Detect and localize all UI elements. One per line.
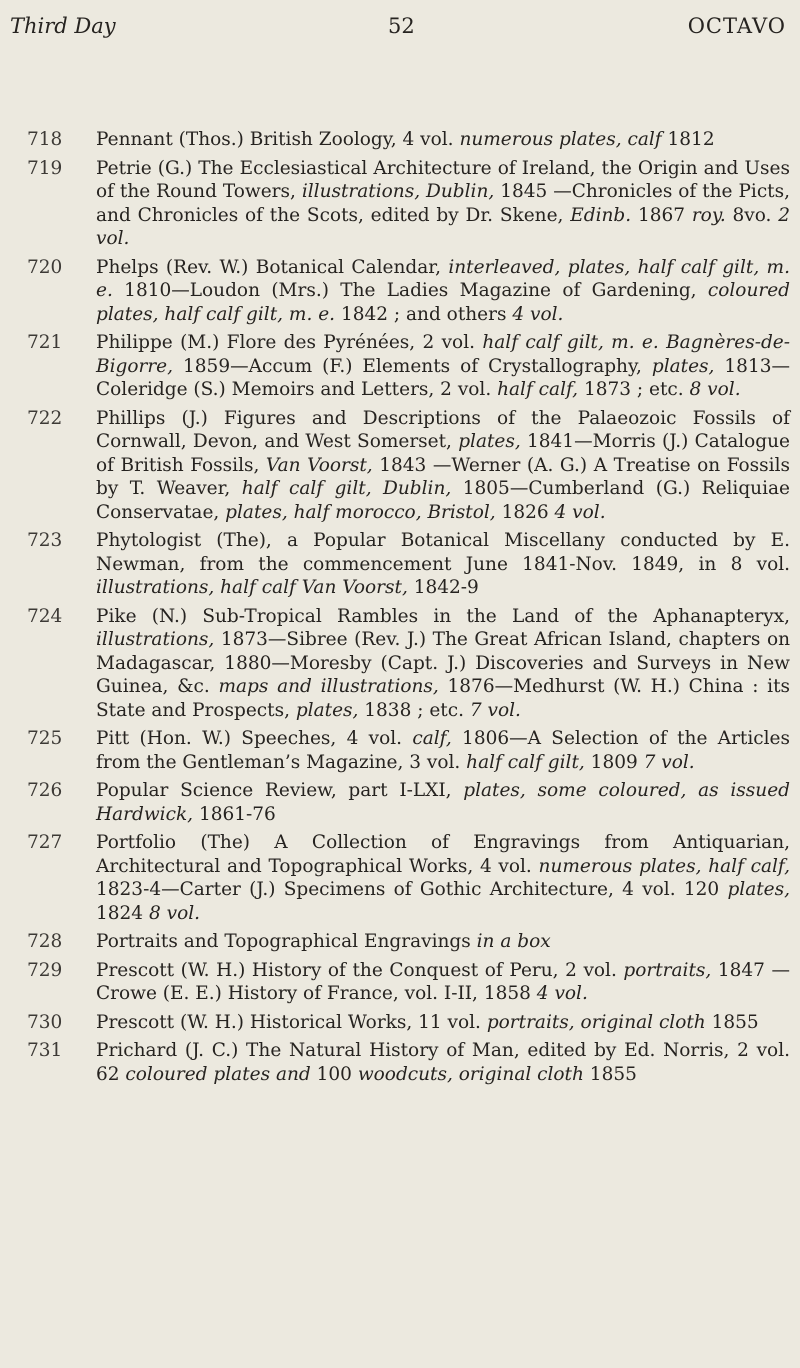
lot-number: 718 — [27, 129, 63, 150]
text-segment: 1842 ; and others — [335, 303, 513, 325]
header-format: OCTAVO — [687, 14, 786, 38]
lot-number: 724 — [27, 605, 63, 627]
italic-text: numerous plates, half calf, — [538, 855, 790, 877]
lot-number: 723 — [27, 530, 63, 551]
text-segment: 1824 — [96, 902, 149, 924]
catalogue-entry — [0, 831, 800, 925]
catalogue-entry — [0, 256, 800, 327]
entry-description — [96, 959, 790, 1006]
text-segment: 1809 — [584, 751, 644, 773]
text-segment: Portraits and Topographical Engravings — [96, 931, 477, 952]
text-segment: 1873 ; etc. — [578, 379, 690, 400]
entry-description — [96, 128, 790, 152]
catalogue-entry — [0, 930, 800, 954]
text-segment: 1805—Cumberland (G.) Reliquiae Conservatae, — [96, 478, 790, 523]
italic-text: plates, — [651, 355, 715, 377]
entry-description — [96, 605, 790, 723]
lot-number: 726 — [27, 780, 63, 801]
lot-number: 727 — [27, 832, 63, 853]
page-header — [0, 14, 800, 50]
lot-number: 722 — [27, 407, 63, 429]
text-segment: 1859—Accum (F.) Elements of Crystallography, — [173, 355, 652, 377]
italic-text: Van Voorst, — [265, 454, 373, 476]
italic-text: in a box — [476, 931, 551, 952]
italic-text: 4 vol. — [536, 983, 588, 1004]
text-segment: 1867 — [631, 204, 692, 226]
text-segment: 1813—Coleridge (S.) Memoirs and Letters, 2 vol. — [96, 355, 790, 400]
italic-text: plates, — [295, 699, 359, 721]
text-segment: 1873—Sibree (Rev. J.) The Great African Island, chapters on Madagascar, 1880—Moresby (Capt. J.) Discoveries and Surveys in New Guinea, &c. — [96, 629, 790, 697]
catalogue-entry — [0, 529, 800, 600]
catalogue-entry — [0, 157, 800, 251]
italic-text: plates, — [727, 879, 790, 900]
text-segment: 1826 — [495, 501, 555, 523]
lot-number: 728 — [27, 931, 63, 952]
text-segment: Portfolio (The) A Collection of Engravings from Antiquarian, Architectural and Topographical Works, 4 vol. — [96, 832, 790, 877]
lot-number: 725 — [27, 728, 63, 749]
text-segment: Pike (N.) Sub-Tropical Rambles in the Land of the Aphanapteryx, — [96, 605, 790, 627]
text-segment: Prescott (W. H.) Historical Works, 11 vol. — [96, 1011, 487, 1033]
text-segment: Phelps (Rev. W.) Botanical Calendar, — [96, 256, 449, 278]
catalogue-entry — [0, 1011, 800, 1035]
lot-number: 730 — [27, 1011, 63, 1033]
text-segment: 1845 —Chronicles of the Picts, and Chronicles of the Scots, edited by Dr. Skene, — [96, 181, 790, 226]
catalogue-entry — [0, 727, 800, 774]
italic-text: maps and illustrations, — [218, 676, 439, 697]
entry-description — [96, 529, 790, 600]
text-segment: 1876—Medhurst (W. H.) China : its State and Prospects, — [96, 676, 790, 721]
lot-number: 729 — [27, 959, 63, 981]
entry-description — [96, 930, 790, 954]
text-segment: Popular Science Review, part I-LXI, — [96, 780, 464, 801]
text-segment: 1843 —Werner (A. G.) A Treatise on Fossils by T. Weaver, — [96, 454, 790, 499]
text-segment: 1810—Loudon (Mrs.) The Ladies Magazine of Gardening, — [112, 280, 708, 301]
text-segment: 8vo. — [725, 204, 779, 226]
entry-description — [96, 331, 790, 402]
entry-description — [96, 256, 790, 327]
entry-description — [96, 727, 790, 774]
text-segment: Philippe (M.) Flore des Pyrénées, 2 vol. — [96, 332, 483, 353]
italic-text: 7 vol. — [643, 751, 695, 773]
entry-description — [96, 831, 790, 925]
italic-text: 7 vol. — [469, 699, 521, 721]
text-segment: 1823-4—Carter (J.) Specimens of Gothic Architecture, 4 vol. 120 — [96, 879, 728, 900]
text-segment: 1861-76 — [193, 803, 276, 825]
italic-text: numerous plates, calf — [459, 129, 662, 150]
entry-description — [96, 779, 790, 826]
italic-text: plates, half morocco, Bristol, — [225, 501, 496, 523]
italic-text: calf, — [412, 728, 452, 749]
text-segment: Prichard (J. C.) The Natural History of Man, edited by Ed. Norris, 2 vol. 62 — [96, 1040, 790, 1085]
italic-text: roy. — [691, 204, 726, 226]
text-segment: 100 — [310, 1063, 358, 1085]
text-segment: 1842-9 — [407, 577, 479, 598]
italic-text: plates, some coloured, as issued Hardwick, — [96, 780, 790, 825]
header-day: Third Day — [10, 14, 116, 38]
lot-number: 731 — [27, 1040, 63, 1061]
text-segment: 1812 — [661, 129, 715, 150]
text-segment: Pitt (Hon. W.) Speeches, 4 vol. — [96, 728, 413, 749]
italic-text: half calf, — [497, 379, 579, 400]
catalogue-entry — [0, 605, 800, 723]
text-segment: 1838 ; etc. — [358, 699, 470, 721]
italic-text: illustrations, Dublin, — [301, 181, 495, 202]
entry-description — [96, 1039, 790, 1086]
text-segment: 1855 — [705, 1011, 759, 1033]
italic-text: 4 vol. — [512, 303, 564, 325]
text-segment: 1855 — [583, 1063, 637, 1085]
lot-number: 721 — [27, 332, 63, 353]
text-segment: Petrie (G.) The Ecclesiastical Architecture of Ireland, the Origin and Uses of the Round Towers, — [96, 157, 790, 202]
entry-description — [96, 1011, 790, 1035]
text-segment: 1806—A Selection of the Articles from the Gentleman’s Magazine, 3 vol. — [96, 728, 790, 773]
italic-text: 8 vol. — [148, 902, 201, 924]
italic-text: coloured plates, half calf gilt, m. e. — [96, 280, 790, 325]
catalogue-entry — [0, 959, 800, 1006]
catalogue-entry — [0, 779, 800, 826]
italic-text: coloured plates and — [125, 1063, 311, 1085]
catalogue-entries — [0, 128, 800, 1091]
text-segment: Phillips (J.) Figures and Descriptions of the Palaeozoic Fossils of Cornwall, Devon, and West Somerset, — [96, 407, 790, 452]
text-segment: Phytologist (The), a Popular Botanical Miscellany conducted by E. Newman, from the commencement June 1841-Nov. 1849, in 8 vol. — [96, 530, 790, 575]
text-segment: Pennant (Thos.) British Zoology, 4 vol. — [96, 129, 460, 150]
catalogue-entry — [0, 1039, 800, 1086]
entry-description — [96, 407, 790, 525]
italic-text: 4 vol. — [554, 501, 606, 523]
italic-text: illustrations, — [96, 629, 215, 650]
italic-text: 2 vol. — [96, 204, 791, 249]
italic-text: portraits, — [623, 959, 712, 981]
text-segment: Prescott (W. H.) History of the Conquest of Peru, 2 vol. — [96, 959, 624, 981]
catalogue-entry — [0, 331, 800, 402]
italic-text: half calf gilt, Dublin, — [241, 478, 452, 499]
lot-number: 719 — [27, 157, 63, 179]
italic-text: portraits, original cloth — [486, 1011, 706, 1033]
entry-description — [96, 157, 790, 251]
italic-text: interleaved, plates, half calf gilt, m. e. — [96, 256, 790, 301]
catalogue-entry — [0, 128, 800, 152]
italic-text: woodcuts, original cloth — [357, 1063, 584, 1085]
italic-text: Edinb. — [570, 204, 632, 226]
italic-text: 8 vol. — [689, 379, 741, 400]
italic-text: plates, — [458, 431, 521, 452]
lot-number: 720 — [27, 256, 63, 278]
italic-text: half calf gilt, — [466, 751, 585, 773]
catalogue-entry — [0, 407, 800, 525]
header-page-number: 52 — [388, 14, 415, 38]
text-segment: 1841—Morris (J.) Catalogue of British Fossils, — [96, 431, 790, 476]
text-segment: 1847 —Crowe (E. E.) History of France, vol. I-II, 1858 — [96, 959, 791, 1004]
italic-text: illustrations, half calf Van Voorst, — [96, 577, 408, 598]
italic-text: half calf gilt, m. e. Bagnères-de-Bigorre, — [96, 332, 790, 377]
